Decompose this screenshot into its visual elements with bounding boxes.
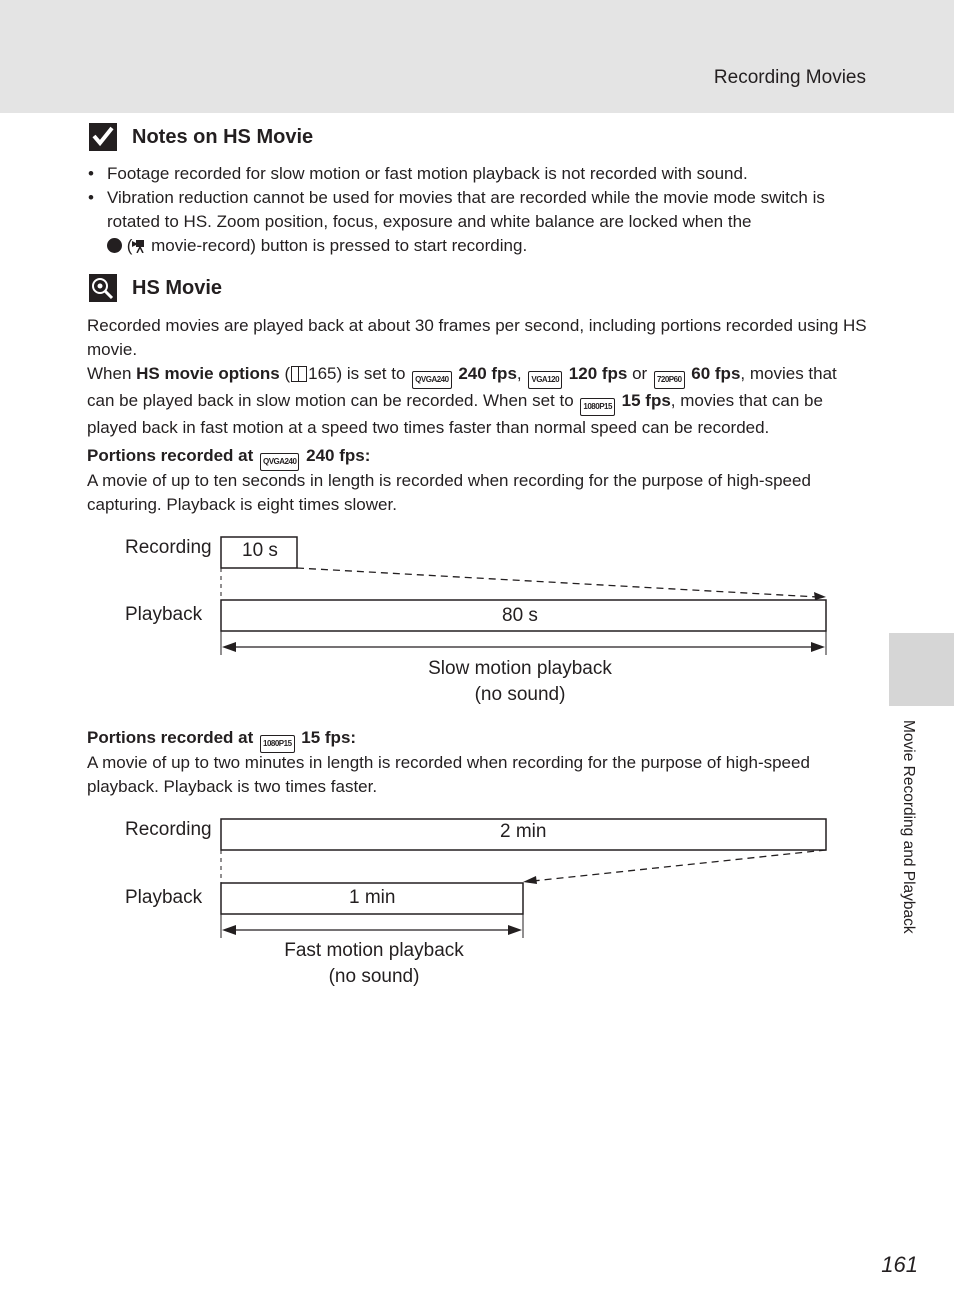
header-title: Recording Movies: [713, 67, 866, 88]
page-number: 161: [881, 1252, 918, 1277]
fast-dashed-line: [533, 850, 826, 881]
fast-dim-arrow-right: [508, 925, 522, 935]
qvga240-mode-icon: QVGA240: [260, 453, 299, 471]
fast-playback-value: 1 min: [349, 887, 396, 908]
slow-playback-value: 80 s: [502, 605, 538, 626]
hs-movie-title: HS Movie: [132, 276, 223, 299]
fast-motion-heading: Portions recorded at 1080P15 15 fps:: [87, 728, 356, 753]
slow-motion-text: A movie of up to ten seconds in length is recorded when recording for the purpose of high-speed capturing. Playback is eight times slower.: [87, 471, 811, 514]
slow-caption: Slow motion playback (no sound): [428, 658, 612, 705]
vga120-mode-icon: VGA120: [528, 371, 562, 389]
list-item: • Vibration reduction cannot be used for movies that are recorded while the movie mode switch is rotated to HS. Zoom position, focus, exposure and white balance are locked when the ( movie-record) button is pressed to start recording.: [87, 186, 867, 258]
fast-recording-value: 2 min: [500, 821, 547, 842]
fast-caption: Fast motion playback (no sound): [284, 940, 464, 987]
notes-title: Notes on HS Movie: [132, 125, 314, 148]
fast-playback-label: Playback: [125, 887, 203, 908]
slow-motion-heading: Portions recorded at QVGA240 240 fps:: [87, 446, 370, 471]
fhd1080-15-mode-icon: 1080P15: [260, 735, 295, 753]
hs-movie-paragraph-2: When HS movie options ( 165) is set to QVGA240 240 fps, VGA120 120 fps or 720P60 60 fps, movies that can be played back in slow motion can be recorded. When set to 1080P15 15 fps, movies that can be played back in fast motion at a speed two times faster than normal speed can be recorded.: [87, 364, 837, 437]
fast-recording-label: Recording: [125, 819, 212, 840]
fast-dim-arrow-left: [222, 925, 236, 935]
fhd1080-15-mode-icon: 1080P15: [580, 398, 615, 416]
slow-playback-label: Playback: [125, 604, 203, 625]
hs-movie-paragraph-1: Recorded movies are played back at about 30 frames per second, including portions recorded using HS movie.: [87, 316, 867, 359]
fast-dashed-arrowhead: [523, 876, 537, 884]
fast-motion-text: A movie of up to two minutes in length is recorded when recording for the purpose of high-speed playback. Playback is two times faster.: [87, 753, 810, 796]
side-tab-label: Movie Recording and Playback: [900, 720, 917, 934]
slow-recording-label: Recording: [125, 537, 212, 558]
hd720-60-mode-icon: 720P60: [654, 371, 685, 389]
slow-recording-value: 10 s: [242, 540, 278, 561]
list-item: • Footage recorded for slow motion or fast motion playback is not recorded with sound.: [87, 162, 867, 186]
qvga240-mode-icon: QVGA240: [412, 371, 451, 389]
